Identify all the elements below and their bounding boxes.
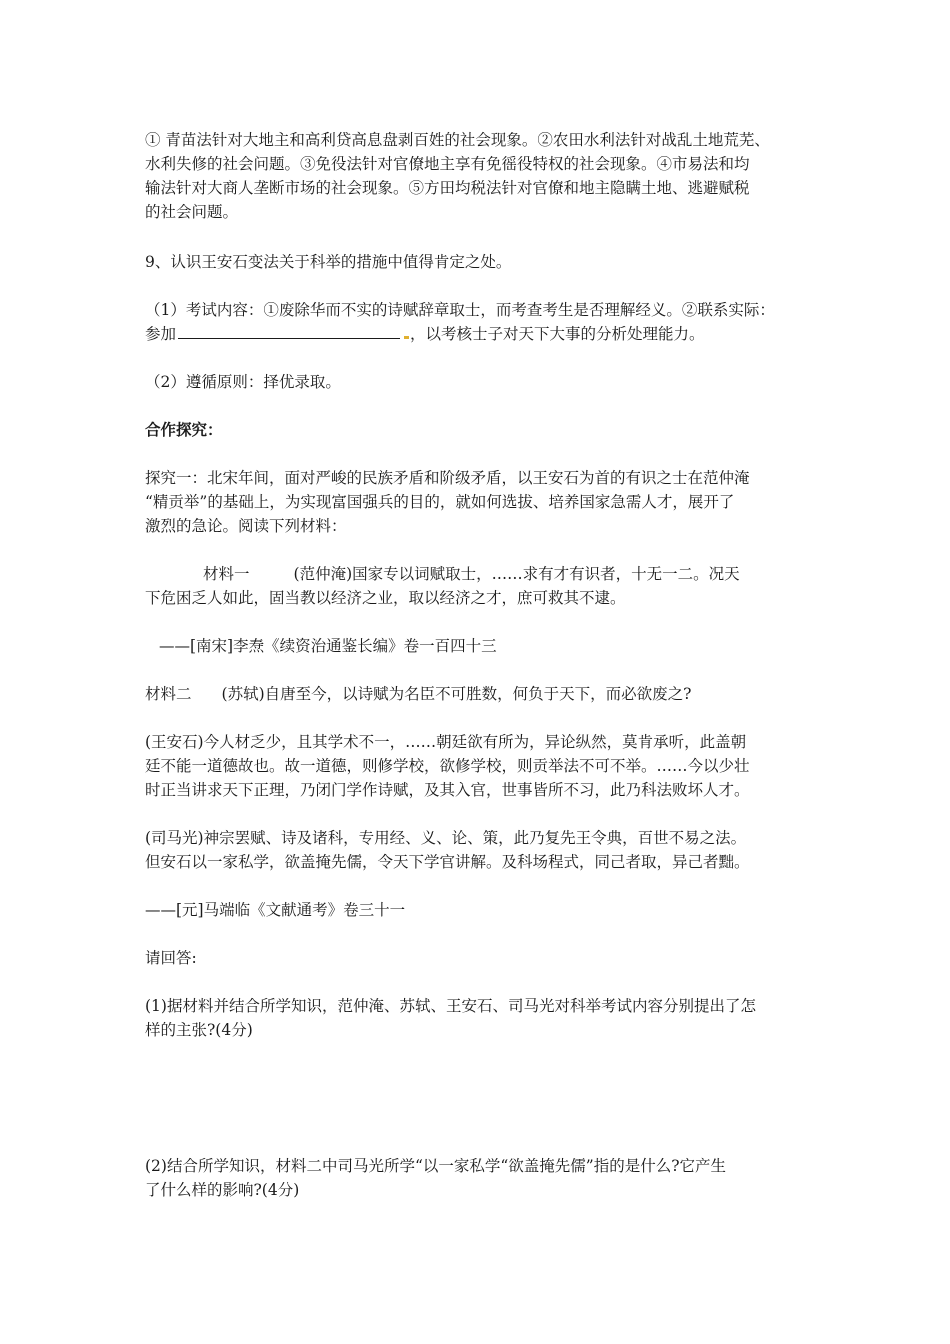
section-heading bbox=[145, 418, 815, 442]
fill-in-prefix: 参加 bbox=[145, 325, 177, 343]
text-line: 激烈的急论。阅读下列材料： bbox=[145, 517, 347, 535]
source-citation: ——[南宋]李焘《续资治通鉴长编》卷一百四十三 bbox=[159, 637, 497, 655]
question-9-title bbox=[145, 250, 815, 274]
material-1 bbox=[145, 562, 815, 610]
text-line: 水利失修的社会问题。③免役法针对官僚地主享有免徭役特权的社会现象。④市易法和均 bbox=[145, 155, 750, 173]
question-9-part-2 bbox=[145, 370, 815, 394]
text-line: 了什么样的影响?(4分) bbox=[145, 1181, 300, 1199]
text-line: （2）遵循原则：择优录取。 bbox=[145, 373, 341, 391]
text-line: “精贡举”的基础上，为实现富国强兵的目的，就如何选拔、培养国家急需人才，展开了 bbox=[145, 493, 735, 511]
material-1-first-line bbox=[145, 562, 815, 586]
sima-guang-quote bbox=[145, 826, 815, 874]
text-line: (王安石)今人材乏少，且其学术不一，……朝廷欲有所为，异论纵然，莫肯承听，此盖朝 bbox=[145, 733, 747, 751]
question-1 bbox=[145, 994, 815, 1042]
question-2 bbox=[145, 1154, 815, 1202]
text-line: （1）考试内容：①废除华而不实的诗赋辞章取士，而考查考生是否理解经义。②联系实际： bbox=[145, 301, 775, 319]
reform-measures-paragraph bbox=[145, 128, 815, 224]
answer-prompt bbox=[145, 946, 815, 970]
section-title: 合作探究： bbox=[145, 420, 223, 439]
explore-1-paragraph bbox=[145, 466, 815, 538]
wang-anshi-quote bbox=[145, 730, 815, 802]
text-line: (司马光)神宗罢赋、诗及诸科，专用经、义、论、策，此乃复先王令典，百世不易之法。 bbox=[145, 829, 747, 847]
text-line: 时正当讲求天下正理，乃闭门学作诗赋，及其入官，世事皆所不习，此乃科法败坏人才。 bbox=[145, 781, 750, 799]
text-line: 9、认识王安石变法关于科举的措施中值得肯定之处。 bbox=[145, 253, 512, 271]
material-2-source bbox=[145, 898, 815, 922]
material-1-source bbox=[145, 634, 815, 658]
text-line: 请回答: bbox=[145, 949, 197, 967]
material-2-label: 材料二 bbox=[145, 685, 192, 703]
text-line: 探究一：北宋年间，面对严峻的民族矛盾和阶级矛盾，以王安石为首的有识之士在范仲淹 bbox=[145, 469, 750, 487]
fill-in-line bbox=[145, 322, 815, 346]
fill-in-suffix: ，以考核士子对天下大事的分析处理能力。 bbox=[410, 325, 705, 343]
material-2 bbox=[145, 682, 815, 706]
text-line: (1)据材料并结合所学知识，范仲淹、苏轼、王安石、司马光对科举考试内容分别提出了怎 bbox=[145, 997, 756, 1015]
text-line: 下危困乏人如此，固当教以经济之业，取以经济之才，庶可救其不逮。 bbox=[145, 589, 626, 607]
highlight-mark bbox=[404, 336, 409, 339]
text-line: 样的主张?(4分) bbox=[145, 1021, 253, 1039]
source-citation: ——[元]马端临《文献通考》卷三十一 bbox=[145, 901, 406, 919]
text-line: ① 青苗法针对大地主和高利贷高息盘剥百姓的社会现象。②农田水利法针对战乱土地荒芜、 bbox=[145, 131, 770, 149]
text-line: (2)结合所学知识，材料二中司马光所学“以一家私学“欲盖掩先儒”指的是什么?它产生 bbox=[145, 1157, 727, 1175]
text-line: 的社会问题。 bbox=[145, 203, 239, 221]
material-1-text: (范仲淹)国家专以词赋取士，……求有才有识者，十无一二。况天 bbox=[293, 565, 740, 583]
text-line: 但安石以一家私学，欲盖掩先儒，令天下学官讲解。及科场程式，同己者取，异己者黜。 bbox=[145, 853, 750, 871]
material-1-label: 材料一 bbox=[203, 565, 250, 583]
material-2-text: (苏轼)自唐至今，以诗赋为名臣不可胜数，何负于天下，而必欲废之? bbox=[221, 685, 692, 703]
answer-blank[interactable] bbox=[178, 322, 400, 339]
text-line: 廷不能一道德故也。故一道德，则修学校，欲修学校，则贡举法不可不举。……今以少壮 bbox=[145, 757, 750, 775]
text-line: 输法针对大商人垄断市场的社会现象。⑤方田均税法针对官僚和地主隐瞒土地、逃避赋税 bbox=[145, 179, 750, 197]
question-9-part-1 bbox=[145, 298, 815, 346]
